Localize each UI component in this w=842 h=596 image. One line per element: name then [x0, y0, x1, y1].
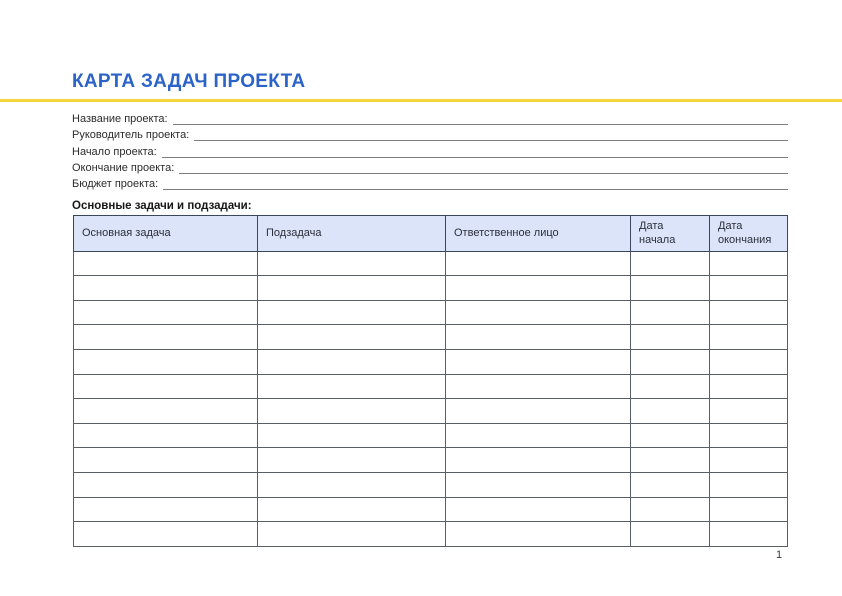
project-end-blank-line	[179, 173, 788, 174]
table-row	[74, 300, 788, 325]
project-info-form	[72, 111, 788, 192]
table-cell	[74, 448, 258, 473]
tasks-table-header	[74, 216, 788, 252]
table-cell	[631, 399, 710, 424]
project-budget-blank-line	[163, 189, 788, 190]
table-cell	[74, 300, 258, 325]
table-cell	[258, 399, 446, 424]
table-cell	[446, 472, 631, 497]
table-cell	[710, 399, 788, 424]
tasks-table	[73, 215, 788, 547]
table-row	[74, 276, 788, 301]
table-row	[74, 251, 788, 276]
table-cell	[446, 497, 631, 522]
table-cell	[74, 349, 258, 374]
table-cell	[631, 276, 710, 301]
table-cell	[631, 522, 710, 547]
project-end-label: Окончание проекта:	[72, 161, 175, 174]
form-row-project-start	[72, 143, 788, 159]
project-manager-label: Руководитель проекта:	[72, 129, 190, 142]
project-manager-blank-line	[194, 140, 788, 141]
table-cell	[710, 448, 788, 473]
table-cell	[74, 374, 258, 399]
table-cell	[710, 349, 788, 374]
column-header-responsible: Ответственное лицо	[446, 216, 631, 252]
table-cell	[446, 423, 631, 448]
table-cell	[258, 300, 446, 325]
table-row	[74, 349, 788, 374]
form-row-project-budget	[72, 176, 788, 192]
table-cell	[446, 325, 631, 350]
table-cell	[258, 349, 446, 374]
table-cell	[710, 251, 788, 276]
table-cell	[446, 522, 631, 547]
table-cell	[74, 472, 258, 497]
table-row	[74, 448, 788, 473]
column-header-start-date: Дата начала	[631, 216, 710, 252]
page-number: 1	[775, 549, 783, 561]
table-header-row	[74, 216, 788, 252]
table-cell	[74, 251, 258, 276]
table-row	[74, 325, 788, 350]
column-header-subtask: Подзадача	[258, 216, 446, 252]
table-cell	[258, 522, 446, 547]
table-cell	[446, 300, 631, 325]
tasks-table-body	[74, 251, 788, 546]
table-cell	[631, 374, 710, 399]
column-header-main-task: Основная задача	[74, 216, 258, 252]
table-cell	[74, 325, 258, 350]
table-cell	[74, 276, 258, 301]
table-cell	[446, 448, 631, 473]
table-cell	[446, 276, 631, 301]
table-cell	[710, 423, 788, 448]
table-row	[74, 423, 788, 448]
table-cell	[258, 276, 446, 301]
project-name-blank-line	[173, 124, 788, 125]
table-row	[74, 522, 788, 547]
project-start-blank-line	[162, 157, 788, 158]
table-cell	[710, 472, 788, 497]
table-cell	[446, 251, 631, 276]
table-cell	[258, 472, 446, 497]
table-row	[74, 497, 788, 522]
table-cell	[446, 374, 631, 399]
table-cell	[74, 399, 258, 424]
table-cell	[631, 300, 710, 325]
table-row	[74, 472, 788, 497]
tasks-section-heading: Основные задачи и подзадачи:	[72, 200, 252, 212]
project-name-label: Название проекта:	[72, 113, 168, 126]
table-cell	[710, 276, 788, 301]
table-cell	[710, 374, 788, 399]
table-cell	[631, 497, 710, 522]
form-row-project-end	[72, 160, 788, 176]
yellow-divider	[0, 99, 842, 102]
table-cell	[258, 497, 446, 522]
table-cell	[631, 472, 710, 497]
table-cell	[710, 300, 788, 325]
project-budget-label: Бюджет проекта:	[72, 177, 159, 190]
table-cell	[631, 448, 710, 473]
table-cell	[74, 497, 258, 522]
table-cell	[258, 251, 446, 276]
table-cell	[710, 522, 788, 547]
table-cell	[258, 374, 446, 399]
table-cell	[258, 423, 446, 448]
form-row-project-manager	[72, 127, 788, 143]
form-row-project-name	[72, 111, 788, 127]
project-start-label: Начало проекта:	[72, 145, 157, 158]
table-cell	[258, 448, 446, 473]
table-cell	[631, 423, 710, 448]
table-cell	[631, 325, 710, 350]
table-cell	[74, 522, 258, 547]
table-row	[74, 399, 788, 424]
table-cell	[258, 325, 446, 350]
table-cell	[446, 399, 631, 424]
table-cell	[710, 497, 788, 522]
table-cell	[631, 251, 710, 276]
table-cell	[74, 423, 258, 448]
page-title: КАРТА ЗАДАЧ ПРОЕКТА	[72, 71, 306, 92]
table-cell	[631, 349, 710, 374]
table-cell	[710, 325, 788, 350]
table-cell	[446, 349, 631, 374]
table-row	[74, 374, 788, 399]
column-header-end-date: Дата окончания	[710, 216, 788, 252]
